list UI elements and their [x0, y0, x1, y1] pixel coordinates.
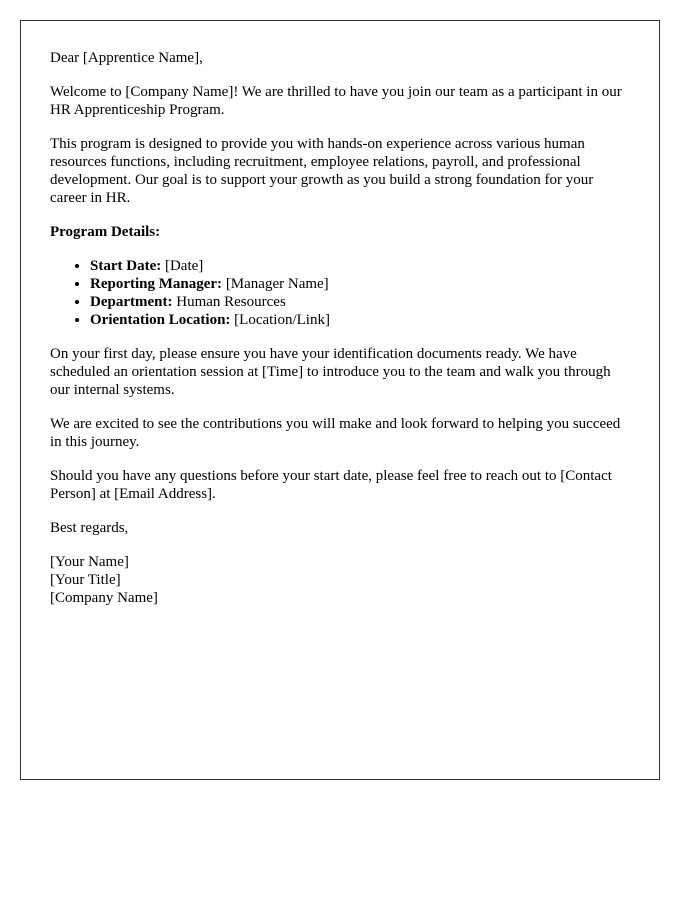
detail-label: Orientation Location: — [90, 312, 231, 328]
signature-company: [Company Name] — [50, 590, 158, 606]
detail-start-date — [90, 257, 630, 275]
detail-value: [Date] — [161, 258, 204, 274]
program-details-list — [50, 257, 630, 329]
detail-label: Department: — [90, 294, 173, 310]
detail-orientation-location — [90, 311, 630, 329]
signature-block — [50, 553, 630, 607]
signature-title: [Your Title] — [50, 572, 121, 588]
detail-label: Start Date: — [90, 258, 162, 274]
detail-label: Reporting Manager: — [90, 276, 223, 292]
excited-paragraph: We are excited to see the contributions you will make and look forward to helping you succeed in this journey. — [50, 416, 621, 450]
detail-department — [90, 293, 630, 311]
program-details-heading: Program Details: — [50, 224, 161, 240]
first-day-paragraph: On your first day, please ensure you have your identification documents ready. We have scheduled an orientation session at [Time] to introduce you to the team and walk you through our internal systems. — [50, 346, 611, 398]
detail-value: [Manager Name] — [222, 276, 329, 292]
program-paragraph: This program is designed to provide you with hands-on experience across various human resources functions, including recruitment, employee relations, payroll, and professional development. Our goal is to support your growth as you build a strong foundation for your career in HR. — [50, 136, 594, 206]
welcome-paragraph: Welcome to [Company Name]! We are thrilled to have you join our team as a participant in our HR Apprenticeship Program. — [50, 84, 622, 118]
detail-value: Human Resources — [172, 294, 286, 310]
letter-body — [20, 20, 660, 780]
sign-off: Best regards, — [50, 520, 129, 536]
signature-name: [Your Name] — [50, 554, 129, 570]
detail-reporting-manager — [90, 275, 630, 293]
detail-value: [Location/Link] — [230, 312, 330, 328]
questions-paragraph: Should you have any questions before your start date, please feel free to reach out to [Contact Person] at [Email Address]. — [50, 468, 612, 502]
greeting: Dear [Apprentice Name], — [50, 50, 203, 66]
